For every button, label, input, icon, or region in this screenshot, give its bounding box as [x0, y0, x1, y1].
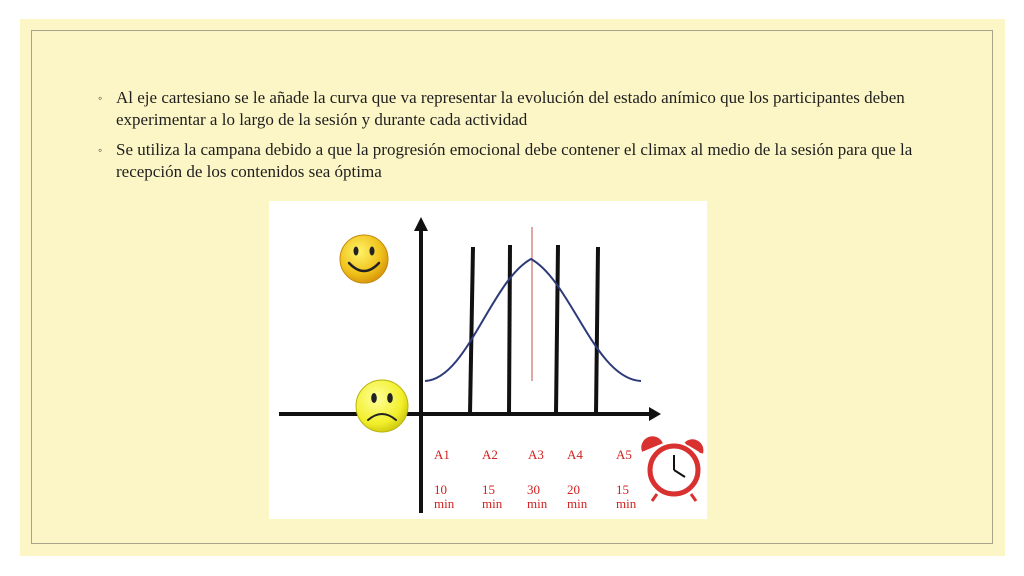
duration-a1: 10 min [434, 482, 455, 511]
divider-line-2 [509, 245, 510, 414]
duration-a2: 15 min [482, 482, 503, 511]
diagram-svg [269, 201, 707, 519]
slide [20, 19, 1005, 556]
activity-label-a5: A5 [616, 447, 632, 462]
bullet-text-1: Al eje cartesiano se le añade la curva que va representar la evolución del estado anímico que los participantes deben experimentar a lo largo de la sesión y durante cada actividad [116, 88, 905, 129]
emotion-curve-diagram [269, 201, 707, 519]
sad-face-icon [356, 380, 408, 432]
divider-line-4 [596, 247, 598, 414]
activity-label-a2: A2 [482, 447, 498, 462]
divider-line-1 [470, 247, 473, 414]
bullet-list [98, 87, 928, 191]
x-axis-arrow [649, 407, 661, 421]
activity-label-a4: A4 [567, 447, 583, 462]
duration-a3: 30 min [527, 482, 548, 511]
bullet-circle-icon: ◦ [98, 143, 103, 157]
bell-curve [425, 259, 641, 381]
duration-a4: 20 min [567, 482, 588, 511]
bullet-item-2 [98, 139, 928, 183]
divider-line-3 [556, 245, 558, 414]
duration-a5: 15 min [616, 482, 637, 511]
bullet-text-2: Se utiliza la campana debido a que la progresión emocional debe contener el climax al medio de la sesión para que la recepción de los contenidos sea óptima [116, 140, 913, 181]
bullet-item-1 [98, 87, 928, 131]
y-axis-arrow [414, 217, 428, 231]
bullet-circle-icon: ◦ [98, 91, 103, 105]
alarm-clock-icon [643, 438, 701, 501]
activity-label-a1: A1 [434, 447, 450, 462]
activity-label-a3: A3 [528, 447, 544, 462]
activity-dividers [470, 245, 598, 414]
happy-face-icon [340, 235, 388, 283]
